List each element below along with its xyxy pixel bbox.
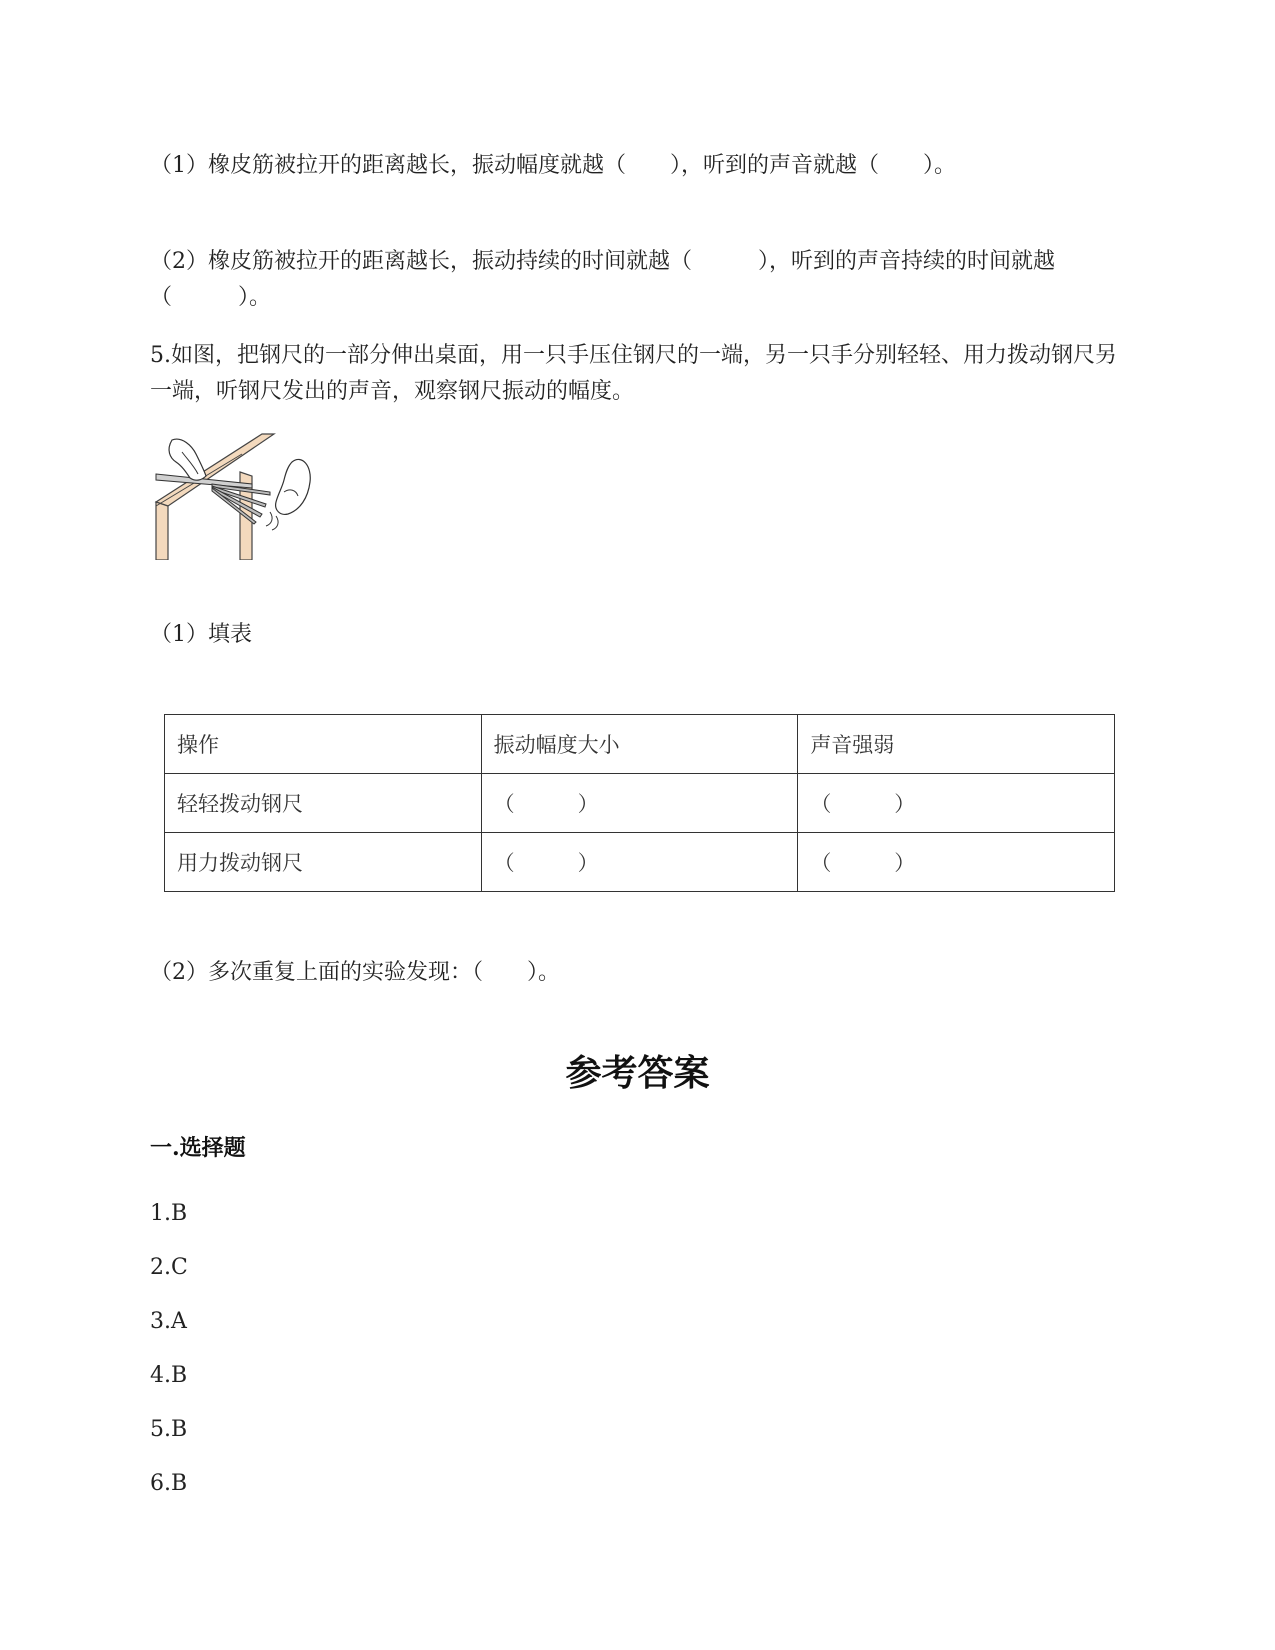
amplitude-blank[interactable]: （ ） <box>481 774 798 833</box>
row-operation: 轻轻拨动钢尺 <box>165 774 482 833</box>
sound-strength-blank[interactable]: （ ） <box>798 833 1115 892</box>
table-row <box>165 774 1115 833</box>
header-sound-strength: 声音强弱 <box>798 715 1115 774</box>
question-5-part-2: （2）多次重复上面的实验发现：（ ）。 <box>150 960 560 985</box>
question-4-part-2: （2）橡皮筋被拉开的距离越长，振动持续的时间就越（ ），听到的声音持续的时间就越（ ）。 <box>150 249 1056 310</box>
answer-list <box>150 1196 188 1520</box>
list-item: 2.C <box>150 1255 188 1280</box>
table-row <box>165 833 1115 892</box>
sound-strength-blank[interactable]: （ ） <box>798 774 1115 833</box>
answer-section-title: 一.选择题 <box>150 1135 246 1161</box>
experiment-table <box>164 714 1115 892</box>
fill-table-label: （1）填表 <box>150 622 252 647</box>
list-item: 4.B <box>150 1363 188 1388</box>
row-operation: 用力拨动钢尺 <box>165 833 482 892</box>
question-4-part-1: （1）橡皮筋被拉开的距离越长，振动幅度就越（ ），听到的声音就越（ ）。 <box>150 153 956 178</box>
list-item: 6.B <box>150 1471 188 1496</box>
header-amplitude: 振动幅度大小 <box>481 715 798 774</box>
question-5-stem: 5.如图，把钢尺的一部分伸出桌面，用一只手压住钢尺的一端，另一只手分别轻轻、用力拨动钢尺另一端，听钢尺发出的声音，观察钢尺振动的幅度。 <box>150 343 1117 404</box>
list-item: 5.B <box>150 1417 188 1442</box>
header-operation: 操作 <box>165 715 482 774</box>
list-item: 1.B <box>150 1201 188 1226</box>
ruler-vibration-illustration-icon <box>152 432 322 560</box>
amplitude-blank[interactable]: （ ） <box>481 833 798 892</box>
list-item: 3.A <box>150 1309 187 1334</box>
table-header-row <box>165 715 1115 774</box>
answer-key-title: 参考答案 <box>565 1052 710 1094</box>
